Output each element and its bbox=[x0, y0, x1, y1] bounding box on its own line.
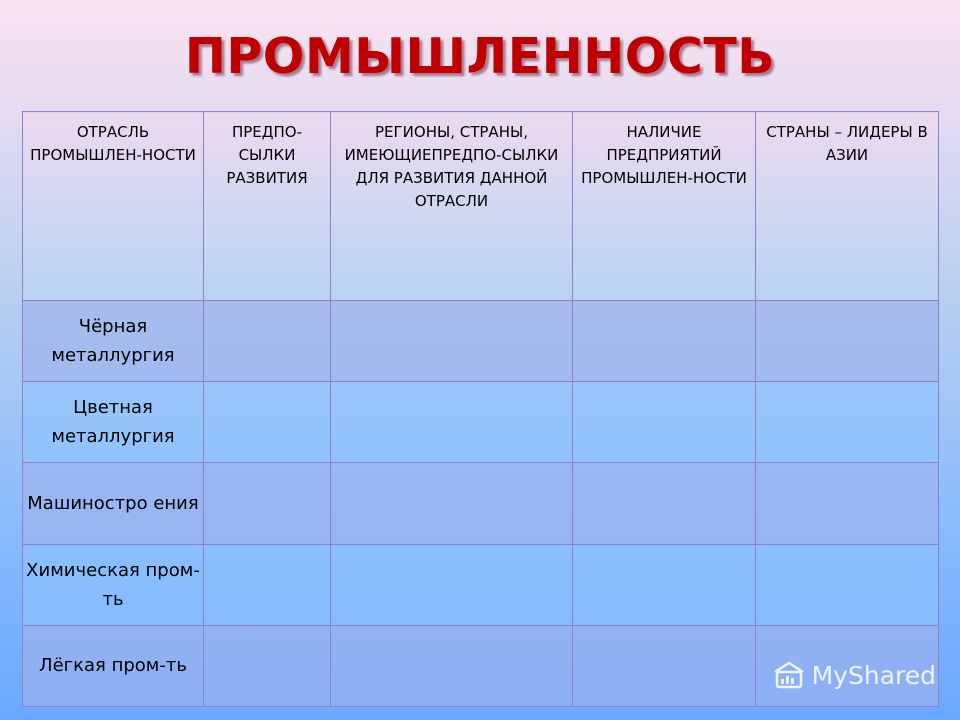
table-cell[interactable] bbox=[573, 544, 756, 625]
table-cell[interactable] bbox=[204, 625, 331, 706]
header-regions bbox=[331, 112, 573, 301]
table-cell[interactable] bbox=[756, 544, 939, 625]
table-cell[interactable] bbox=[756, 382, 939, 463]
row-label: Машиностро ения bbox=[23, 463, 204, 544]
table-cell[interactable] bbox=[331, 382, 573, 463]
table-row bbox=[23, 301, 939, 382]
table-cell[interactable] bbox=[204, 463, 331, 544]
table-cell[interactable] bbox=[756, 463, 939, 544]
table-cell[interactable] bbox=[204, 382, 331, 463]
header-industry-branch bbox=[23, 112, 204, 301]
table-cell[interactable] bbox=[204, 544, 331, 625]
table-cell[interactable] bbox=[331, 301, 573, 382]
header-preconditions bbox=[204, 112, 331, 301]
myshared-logo-icon bbox=[772, 660, 806, 690]
table-header-row bbox=[23, 112, 939, 301]
table-cell[interactable] bbox=[756, 301, 939, 382]
table-row bbox=[23, 382, 939, 463]
table-cell[interactable] bbox=[573, 301, 756, 382]
row-label: Химическая пром-ть bbox=[23, 544, 204, 625]
header-enterprises bbox=[573, 112, 756, 301]
table-cell[interactable] bbox=[331, 625, 573, 706]
header-leaders bbox=[756, 112, 939, 301]
table-cell[interactable] bbox=[331, 544, 573, 625]
industry-table bbox=[22, 111, 939, 707]
row-label: Цветная металлургия bbox=[23, 382, 204, 463]
page-title: ПРОМЫШЛЕННОСТЬ bbox=[184, 28, 776, 85]
myshared-watermark bbox=[772, 660, 936, 690]
header-label: РЕГИОНЫ, СТРАНЫ, ИМЕЮЩИЕПРЕДПО-СЫЛКИ ДЛЯ РАЗВИТИЯ ДАННОЙ ОТРАСЛИ bbox=[344, 123, 559, 210]
table-cell[interactable] bbox=[331, 463, 573, 544]
table-cell[interactable] bbox=[573, 625, 756, 706]
table-cell[interactable] bbox=[204, 301, 331, 382]
table-row bbox=[23, 544, 939, 625]
row-label: Чёрная металлургия bbox=[23, 301, 204, 382]
row-label: Лёгкая пром-ть bbox=[23, 625, 204, 706]
table-cell[interactable] bbox=[573, 382, 756, 463]
header-label: НАЛИЧИЕ ПРЕДПРИЯТИЙ ПРОМЫШЛЕН-НОСТИ bbox=[581, 123, 747, 187]
header-label: ПРЕДПО-СЫЛКИ РАЗВИТИЯ bbox=[226, 123, 308, 187]
table-row bbox=[23, 463, 939, 544]
watermark-text: MyShared bbox=[811, 660, 936, 690]
header-label: ОТРАСЛЬ ПРОМЫШЛЕН-НОСТИ bbox=[30, 123, 196, 164]
header-label: СТРАНЫ – ЛИДЕРЫ В АЗИИ bbox=[766, 123, 928, 164]
table-cell[interactable] bbox=[573, 463, 756, 544]
